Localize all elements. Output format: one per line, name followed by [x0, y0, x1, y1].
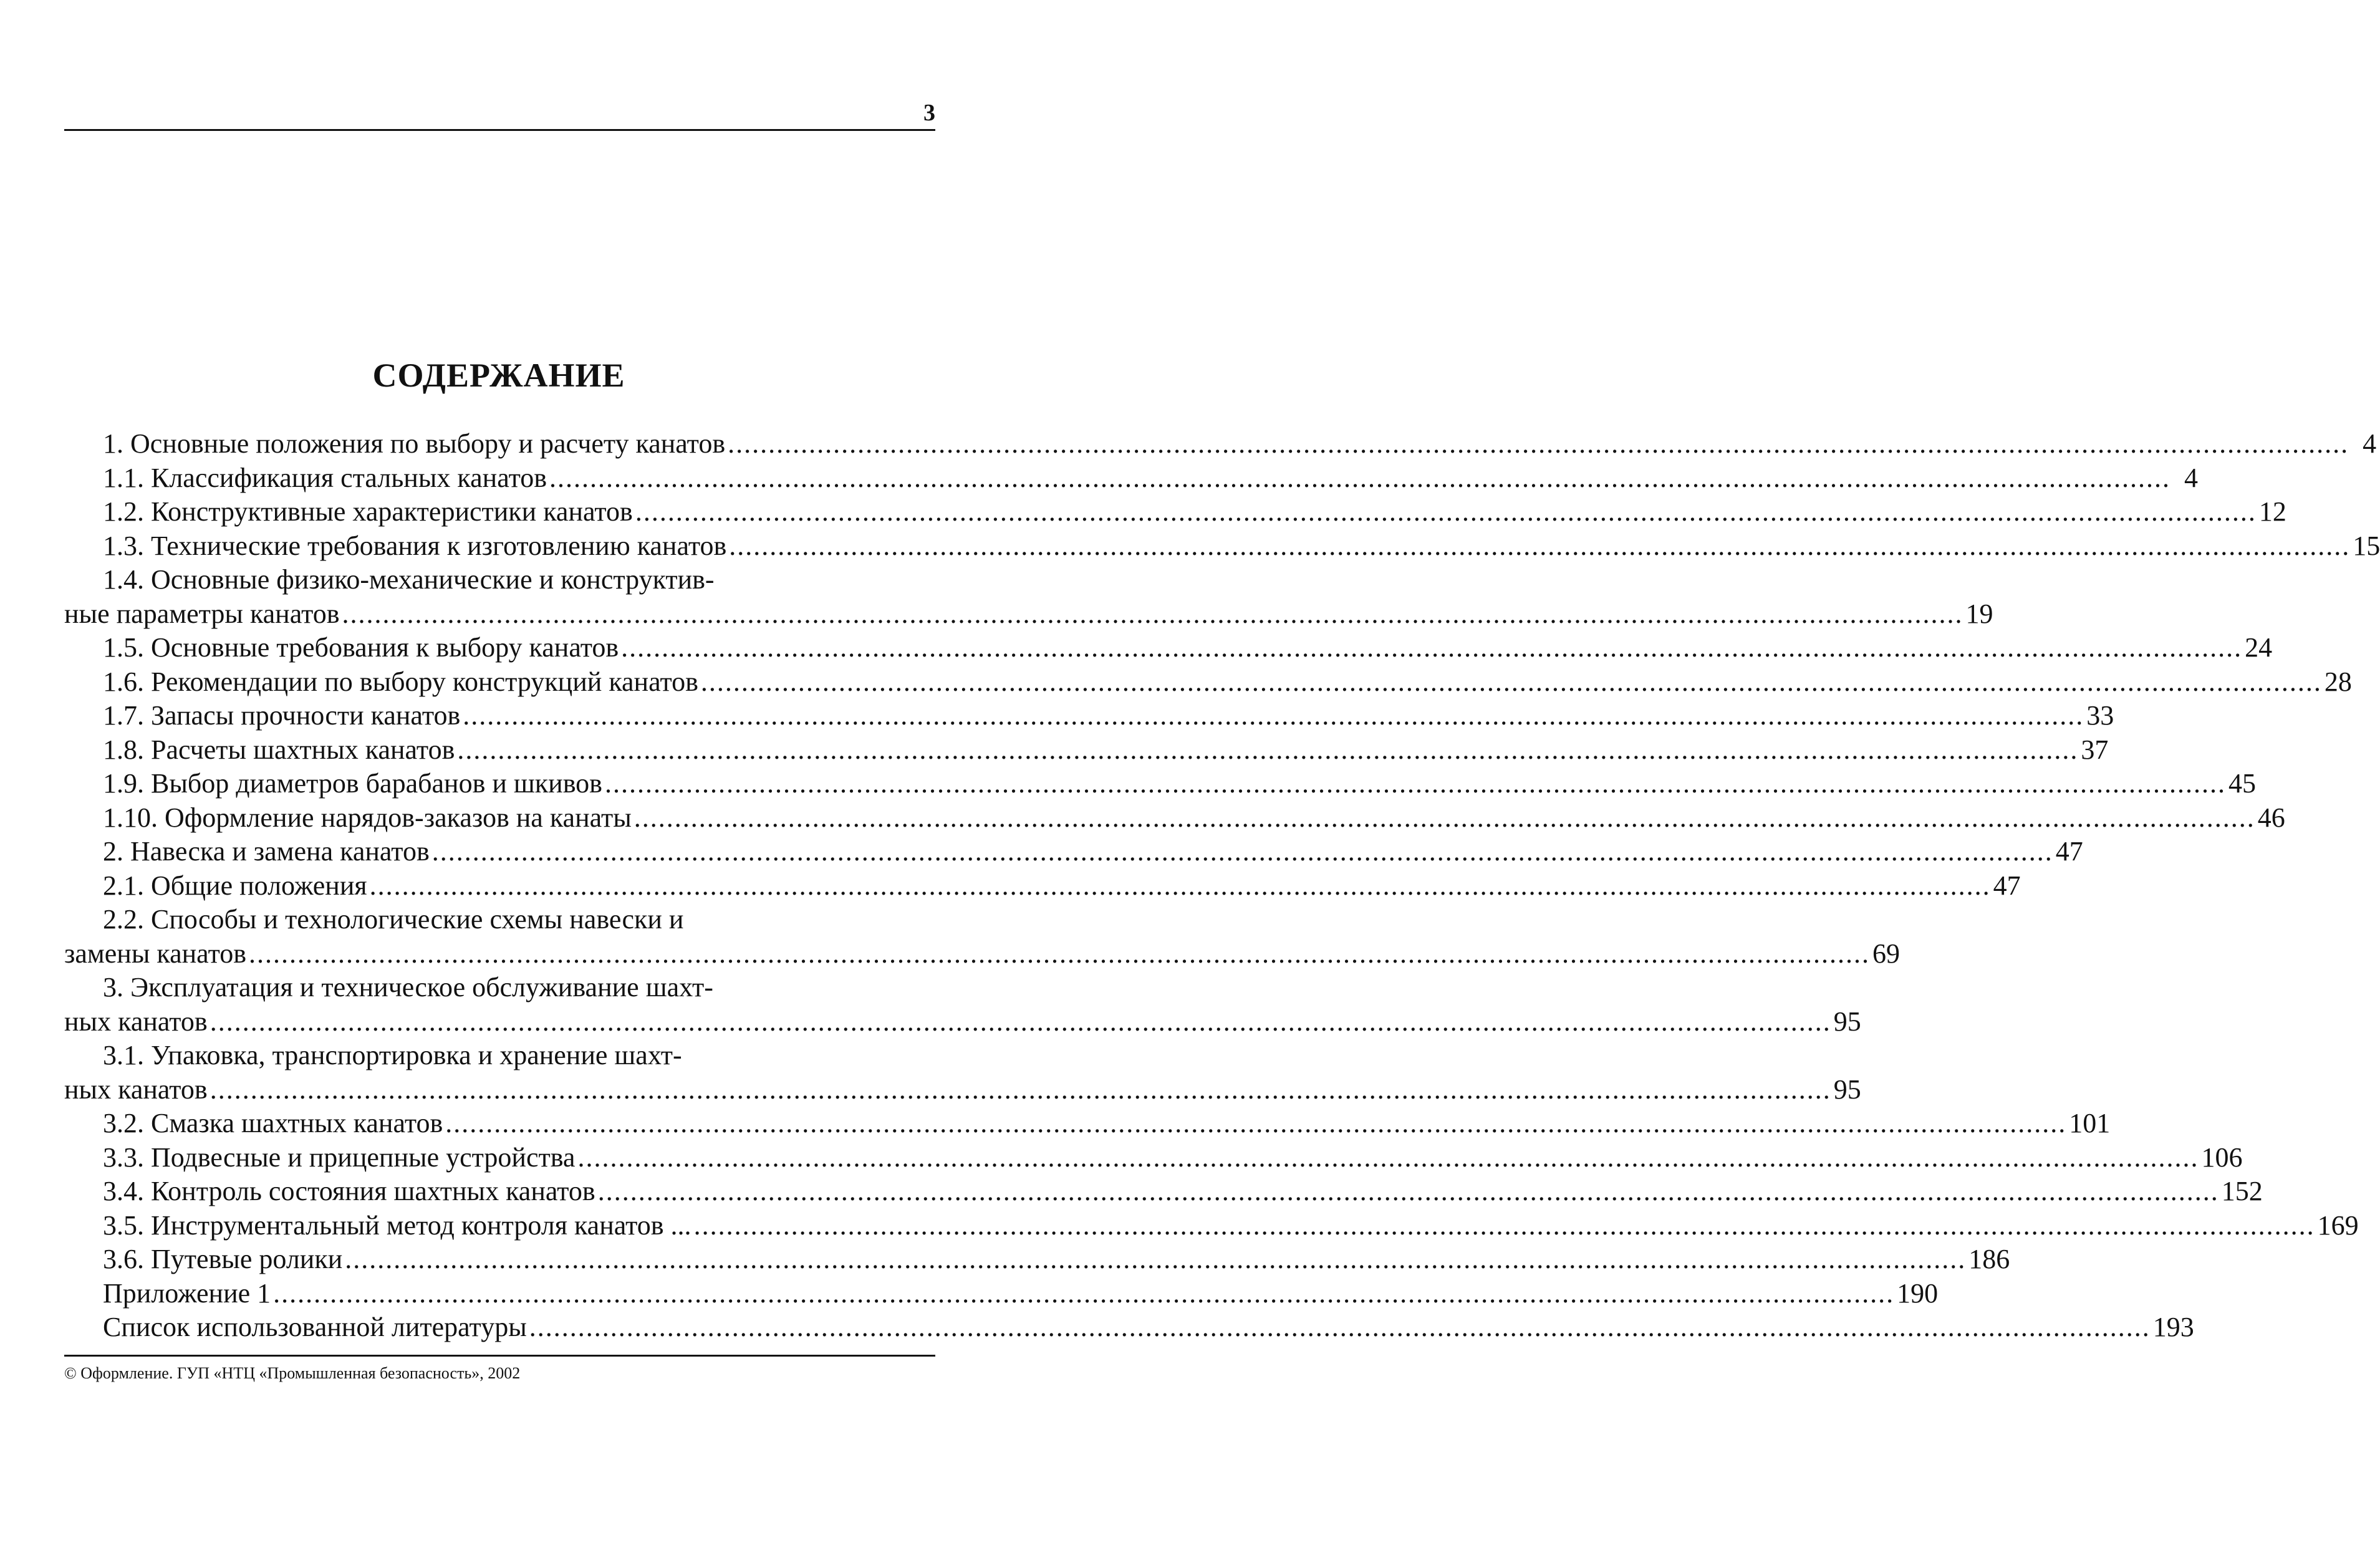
dot-leader: ........................................................................................................................................................................................................: [210, 1074, 1831, 1105]
toc-entry-continuation: [64, 1073, 1861, 1107]
dot-leader: ........................................................................................................................................................................................................: [529, 1312, 2151, 1342]
toc-entry-page: 37: [2081, 734, 2109, 765]
toc-entry-label: 1.7. Запасы прочности канатов: [103, 700, 461, 731]
copyright-notice: © Оформление. ГУП «НТЦ «Промышленная безопасность», 2002: [64, 1364, 521, 1382]
toc-entry: [64, 1141, 2243, 1175]
toc-entry: [64, 1277, 1939, 1311]
dot-leader: ........................................................................................................................................................................................................: [463, 700, 2084, 731]
toc-entry-label: 1.6. Рекомендации по выбору конструкций канатов: [103, 666, 698, 697]
toc-entry: [64, 971, 935, 1005]
toc-entry-page: 186: [1968, 1244, 2010, 1274]
toc-entry: [64, 1107, 2111, 1141]
dot-leader: ........................................................................................................................................................................................................: [342, 598, 1963, 629]
toc-entry-label: 2. Навеска и замена канатов: [103, 836, 430, 867]
toc-entry-page: 28: [2324, 666, 2352, 697]
toc-entry-label: ных канатов: [64, 1006, 208, 1037]
toc-entry-label: 1.8. Расчеты шахтных канатов: [103, 734, 455, 765]
toc-entry-page: 45: [2228, 768, 2256, 799]
toc-entry-label: 1.5. Основные требования к выбору канатов: [103, 632, 619, 663]
toc-entry: [64, 563, 935, 597]
dot-leader: ........................................................................................................................................................................................................: [729, 530, 2351, 561]
dot-leader: ........................................................................................................................................................................................................: [693, 1209, 2315, 1241]
dot-leader: ........................................................................................................................................................................................................: [728, 428, 2349, 459]
toc-entry: [64, 631, 2273, 665]
toc-entry-page: 33: [2086, 700, 2114, 731]
dot-leader: ........................................................................................................................................................................................................: [210, 1006, 1831, 1037]
dot-leader: ........................................................................................................................................................................................................: [445, 1108, 2067, 1138]
toc-entry-label: 3.3. Подвесные и прицепные устройства: [103, 1142, 576, 1173]
toc-entry-continuation: [64, 1005, 1861, 1039]
dot-leader: ........................................................................................................................................................................................................: [369, 870, 1991, 901]
toc-entry: [64, 1175, 2263, 1209]
toc-entry: [64, 665, 2352, 699]
toc-entry-label: 1. Основные положения по выбору и расчету канатов: [103, 428, 726, 459]
toc-entry-label: 1.4. Основные физико-механические и конструктив-: [103, 564, 715, 595]
toc-entry-page: 4: [2184, 462, 2199, 493]
toc-title: СОДЕРЖАНИЕ: [372, 357, 625, 394]
toc-entry-page: 47: [2055, 836, 2083, 867]
toc-entry: [64, 869, 2021, 903]
toc-entry-label: 3.6. Путевые ролики: [103, 1244, 343, 1274]
toc-entry: [64, 1243, 2010, 1277]
dot-leader: ........................................................................................................................................................................................................: [457, 734, 2079, 765]
toc-entry-page: 101: [2069, 1108, 2111, 1138]
dot-leader: ........................................................................................................................................................................................................: [577, 1142, 2199, 1173]
toc-entry-label: Приложение 1: [103, 1277, 271, 1309]
toc-entry: [64, 461, 2199, 496]
toc-entry: [64, 733, 2109, 767]
toc-entry-page: 95: [1833, 1074, 1861, 1105]
toc-entry-label: 1.10. Оформление нарядов-заказов на канаты: [103, 802, 632, 833]
toc-entry-label: 2.2. Способы и технологические схемы навески и: [103, 904, 684, 935]
toc-entry-page: 169: [2317, 1209, 2359, 1241]
toc-entry-page: 190: [1897, 1277, 1939, 1309]
toc-entry-page: 46: [2257, 802, 2285, 833]
toc-entry: [64, 427, 2377, 461]
dot-leader: ........................................................................................................................................................................................................: [604, 768, 2226, 799]
toc-entry-continuation: [64, 597, 1993, 632]
dot-leader: ........................................................................................................................................................................................................: [597, 1176, 2219, 1206]
toc-entry-label: 3. Эксплуатация и техническое обслуживание шахт-: [103, 972, 713, 1002]
dot-leader: ........................................................................................................................................................................................................: [345, 1244, 1967, 1274]
toc-entry: [64, 1310, 2194, 1345]
toc-entry-page: 15: [2353, 530, 2380, 561]
toc-entry-label: 1.2. Конструктивные характеристики канатов: [103, 496, 633, 527]
toc-entry-continuation: [64, 937, 1900, 971]
footer-rule: [64, 1355, 935, 1357]
dot-leader: ........................................................................................................................................................................................................: [635, 496, 2257, 527]
toc-entry-label: ных канатов: [64, 1074, 208, 1105]
toc-entry-page: 12: [2258, 496, 2286, 527]
toc-entry: [64, 529, 2380, 564]
toc-entry-label: 1.9. Выбор диаметров барабанов и шкивов: [103, 768, 602, 799]
dot-leader: ........................................................................................................................................................................................................: [549, 462, 2171, 493]
toc-entry-label: 2.1. Общие положения: [103, 870, 367, 901]
toc-entry-label: 1.3. Технические требования к изготовлению канатов: [103, 530, 727, 561]
toc-entry-page: 69: [1872, 938, 1900, 969]
toc-entry: [64, 903, 935, 937]
dot-leader: ........................................................................................................................................................................................................: [700, 666, 2322, 697]
toc-entry: [64, 1209, 2359, 1243]
toc-entry: [64, 767, 2256, 801]
toc-entry-page: 193: [2152, 1312, 2194, 1342]
toc-entry-page: 19: [1965, 598, 1993, 629]
toc-entry: [64, 1039, 935, 1073]
dot-leader: ........................................................................................................................................................................................................: [249, 938, 1870, 969]
dot-leader: ........................................................................................................................................................................................................: [431, 836, 2053, 867]
toc-entry-label: 3.2. Смазка шахтных канатов: [103, 1108, 443, 1138]
table-of-contents: [64, 427, 2380, 1345]
dot-leader: ........................................................................................................................................................................................................: [273, 1277, 1895, 1309]
header-rule: [64, 129, 935, 131]
toc-entry-page: 95: [1833, 1006, 1861, 1037]
toc-entry-page: 47: [1993, 870, 2021, 901]
toc-entry-label: ные параметры канатов: [64, 598, 340, 629]
page-number: 3: [923, 100, 935, 126]
toc-entry-page: 4: [2363, 428, 2377, 459]
toc-entry: [64, 699, 2114, 733]
toc-entry-page: 106: [2201, 1142, 2243, 1173]
toc-entry: [64, 495, 2286, 529]
toc-entry-page: 152: [2221, 1176, 2263, 1206]
toc-entry-label: замены канатов: [64, 938, 246, 969]
toc-entry-label: 3.4. Контроль состояния шахтных канатов: [103, 1176, 595, 1206]
toc-entry-page: 24: [2245, 632, 2273, 663]
toc-entry-label: 3.5. Инструментальный метод контроля канатов ...: [103, 1209, 691, 1241]
dot-leader: ........................................................................................................................................................................................................: [634, 802, 2255, 833]
dot-leader: ........................................................................................................................................................................................................: [621, 632, 2243, 663]
toc-entry-label: 1.1. Классификация стальных канатов: [103, 462, 547, 493]
toc-entry-label: Список использованной литературы: [103, 1312, 527, 1342]
toc-entry: [64, 835, 2083, 869]
toc-entry-label: 3.1. Упаковка, транспортировка и хранение шахт-: [103, 1040, 682, 1070]
toc-entry: [64, 801, 2285, 835]
